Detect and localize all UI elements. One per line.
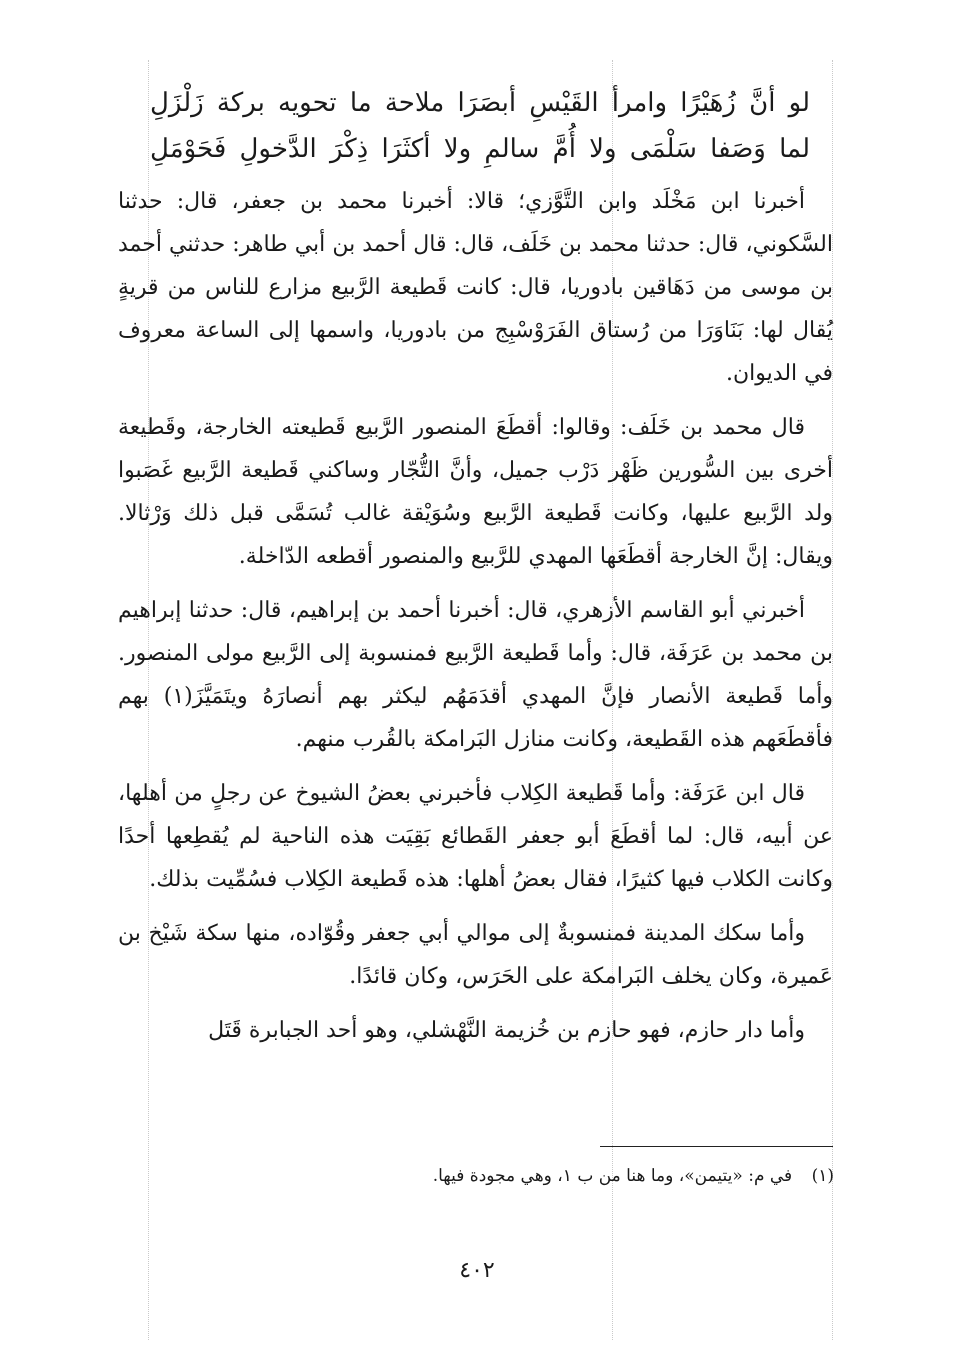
paragraph: قال محمد بن خَلَف: وقالوا: أقطَعَ المنصور الرَّبيع قَطيعته الخارجة، وقَطيعة أخرى بين السُّورين ظَهْر دَرْب جميل، وأنَّ التُّجّار وساكني قَطيعة الرَّبيع غَصَبوا ولد الرَّبيع عليها، وكانت قَطيعة الرَّبيع وسُوَيْقة غالب تُسَمَّى قبل ذلك وَرْثالا. ويقال: إنَّ الخارجة أقطَعَها المهدي للرَّبيع والمنصور أقطعه الدّاخلة. [118, 415, 833, 569]
paragraph: قال ابن عَرَفَة: وأما قَطيعة الكِلاب فأخبرني بعضُ الشيوخ عن رجلٍ من أهلها، عن أبيه، قال: لما أقطَعَ أبو جعفر القَطائع بَقِيَت هذه الناحية لم يُقطِعها أحدًا وكانت الكلاب فيها كثيرًا، فقال بعضُ أهلها: هذه قَطيعة الكِلاب فسُمِّيت بذلك. [118, 781, 833, 892]
footnote [134, 1160, 834, 1192]
paragraph: وأما دار حازم، فهو حازم بن خُزيمة النَّهْشلي، وهو أحد الجبابرة قَتَل [208, 1018, 805, 1043]
footnote-text: في م: «يتيمن»، وما هنا من ب ١، وهي مجودة فيها. [432, 1166, 793, 1186]
verse-line-2: لما وَصَفا سَلْمَى ولا أُمَّ سالمِ ولا أكثَرَا ذِكْرَ الدَّخولِ فَحَوْمَلِ [150, 134, 810, 164]
footnote-separator [600, 1146, 833, 1147]
page-number: ٤٠٢ [459, 1258, 495, 1283]
poem-verses [150, 80, 810, 172]
body-text [118, 180, 833, 1052]
paragraph: وأما سكك المدينة فمنسوبةٌ إلى موالي أبي جعفر وقُوّاده، منها سكة شَيْخ بن عَميرة، وكان يخلف البَرامكة على الحَرَس، وكان قائدًا. [118, 921, 833, 989]
paragraph: أخبرني أبو القاسم الأزهري، قال: أخبرنا أحمد بن إبراهيم، قال: حدثنا إبراهيم بن محمد بن عَرَفَة، قال: وأما قَطيعة الرَّبيع فمنسوبة إلى الرَّبيع مولى المنصور. وأما قَطيعة الأنصار فإنَّ المهدي أقدَمَهُم ليكثر بهم أنصارَهُ ويتَمَيَّزَ(١) بهم فأقطَعَهم هذه القَطيعة، وكانت منازل البَرامكة بالقُرب منهم. [118, 598, 834, 752]
paragraph: أخبرنا ابن مَخْلَد وابن التَّوَّزي؛ قالا: أخبرنا محمد بن جعفر، قال: حدثنا السَّكوني، قال: حدثنا محمد بن خَلَف، قال: قال أحمد بن أبي طاهر: حدثني أحمد بن موسى من دَهَاقين بادوريا، قال: كانت قَطيعة الرَّبيع مزارع للناس من قريةٍ يُقال لها: بَنَاوَرَا من رُستاق الفَرَوْسْبِج من بادوريا، واسمها إلى الساعة معروف في الديوان. [118, 189, 833, 386]
verse-line-1: لو أنَّ زُهَيْرًا وامرأ القَيْسِ أبصَرَا ملاحة ما تحويه بركة زَلْزَلِ [150, 88, 810, 118]
footnote-number: (١) [811, 1166, 834, 1186]
